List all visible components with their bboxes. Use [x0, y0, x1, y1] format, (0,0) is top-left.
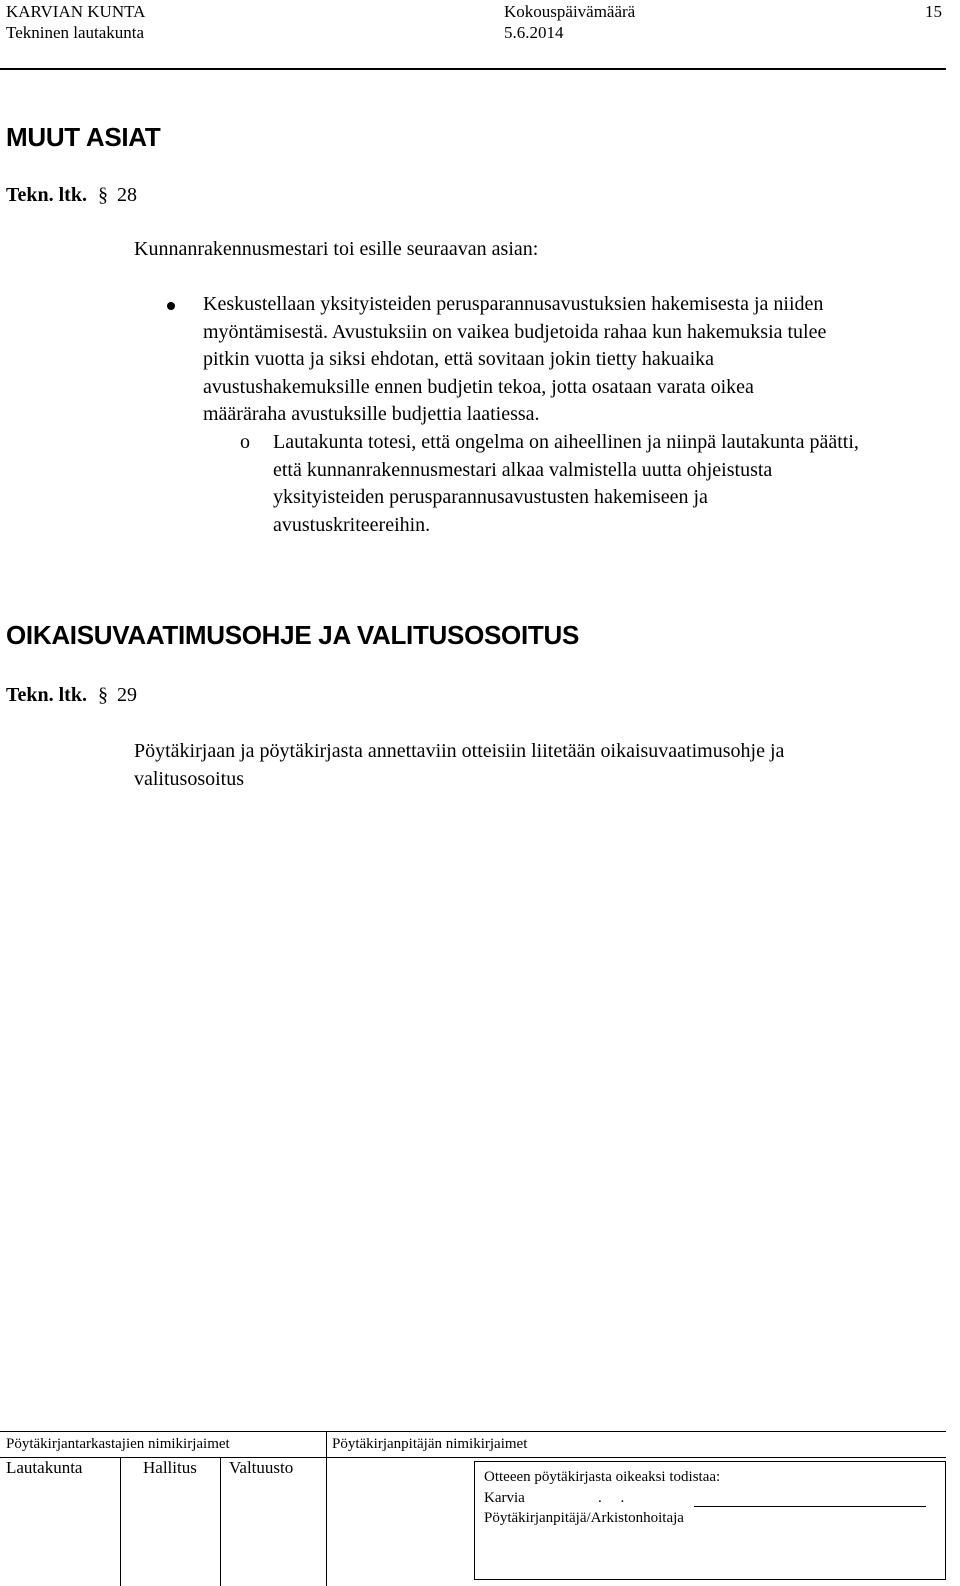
footer-divider: [220, 1457, 221, 1586]
header-divider: [0, 68, 946, 70]
bullet-line: pitkin vuotta ja siksi ehdotan, että sovitaan jokin tietty hakuaika: [203, 348, 715, 370]
certificate-title: Otteeen pöytäkirjasta oikeaksi todistaa:: [484, 1469, 721, 1485]
meeting-date-value: 5.6.2014: [504, 23, 564, 42]
certificate-signer: Pöytäkirjanpitäjä/Arkistonhoitaja: [484, 1510, 684, 1526]
footer-divider: [326, 1431, 327, 1457]
bullet-line: myöntämisestä. Avustuksiin on vaikea budjetoida rahaa kun hakemuksia tulee: [203, 320, 827, 343]
org-name: KARVIAN KUNTA: [6, 2, 146, 21]
section-sign: §: [97, 184, 108, 206]
reviewers-initials-label: Pöytäkirjantarkastajien nimikirjaimet: [6, 1436, 230, 1452]
appendix-paragraph: [134, 738, 934, 793]
section-title: OIKAISUVAATIMUSOHJE JA VALITUSOSOITUS: [6, 620, 579, 650]
committee-name: Tekninen lautakunta: [6, 23, 145, 42]
section-reference-label: Tekn. ltk.: [6, 684, 87, 706]
body-label-hallitus: Hallitus: [143, 1458, 197, 1477]
signature-line: [694, 1506, 926, 1507]
footer-mid-rule: [0, 1457, 946, 1458]
body-label-valtuusto: Valtuusto: [229, 1458, 294, 1477]
bullet-line: määräraha avustuksille budjettia laatiessa.: [203, 403, 540, 425]
intro-text: Kunnanrakennusmestari toi esille seuraavan asian:: [134, 238, 539, 260]
section-number: 28: [116, 184, 137, 206]
certificate-date-dots: . .: [598, 1490, 625, 1506]
certificate-place: Karvia: [484, 1490, 525, 1506]
decision-line: yksityisteiden perusparannusavustusten hakemiseen ja: [273, 486, 708, 508]
decision-line: avustuskriteereihin.: [273, 513, 431, 536]
paragraph-line: valitusosoitus: [134, 767, 245, 790]
footer-divider: [326, 1457, 327, 1586]
section-number: 29: [116, 684, 137, 706]
bullet-line: avustushakemuksille ennen budjetin tekoa, jotta osataan varata oikea: [203, 375, 754, 398]
footer-divider: [120, 1457, 121, 1586]
section-reference: [6, 184, 137, 207]
page-number: 15: [925, 2, 942, 21]
section-sign: §: [97, 684, 108, 706]
body-label-lautakunta: Lautakunta: [6, 1458, 83, 1477]
decision-line: Lautakunta totesi, että ongelma on aiheellinen ja niinpä lautakunta päätti,: [273, 431, 859, 453]
decision-paragraph: [273, 429, 953, 539]
sub-bullet-marker: o: [240, 431, 250, 453]
decision-line: että kunnanrakennusmestari alkaa valmistella uutta ohjeistusta: [273, 458, 773, 481]
bullet-icon: [167, 302, 175, 310]
bullet-paragraph: [203, 291, 943, 429]
footer-top-rule: [0, 1431, 946, 1432]
secretary-initials-label: Pöytäkirjanpitäjän nimikirjaimet: [332, 1436, 528, 1452]
meeting-date-label: Kokouspäivämäärä: [504, 2, 636, 21]
section-reference-label: Tekn. ltk.: [6, 184, 87, 206]
section-title: MUUT ASIAT: [6, 122, 161, 152]
bullet-line: Keskustellaan yksityisteiden perusparannusavustuksien hakemisesta ja niiden: [203, 293, 824, 315]
section-reference: [6, 684, 137, 707]
paragraph-line: Pöytäkirjaan ja pöytäkirjasta annettaviin otteisiin liitetään oikaisuvaatimusohje ja: [134, 740, 785, 762]
